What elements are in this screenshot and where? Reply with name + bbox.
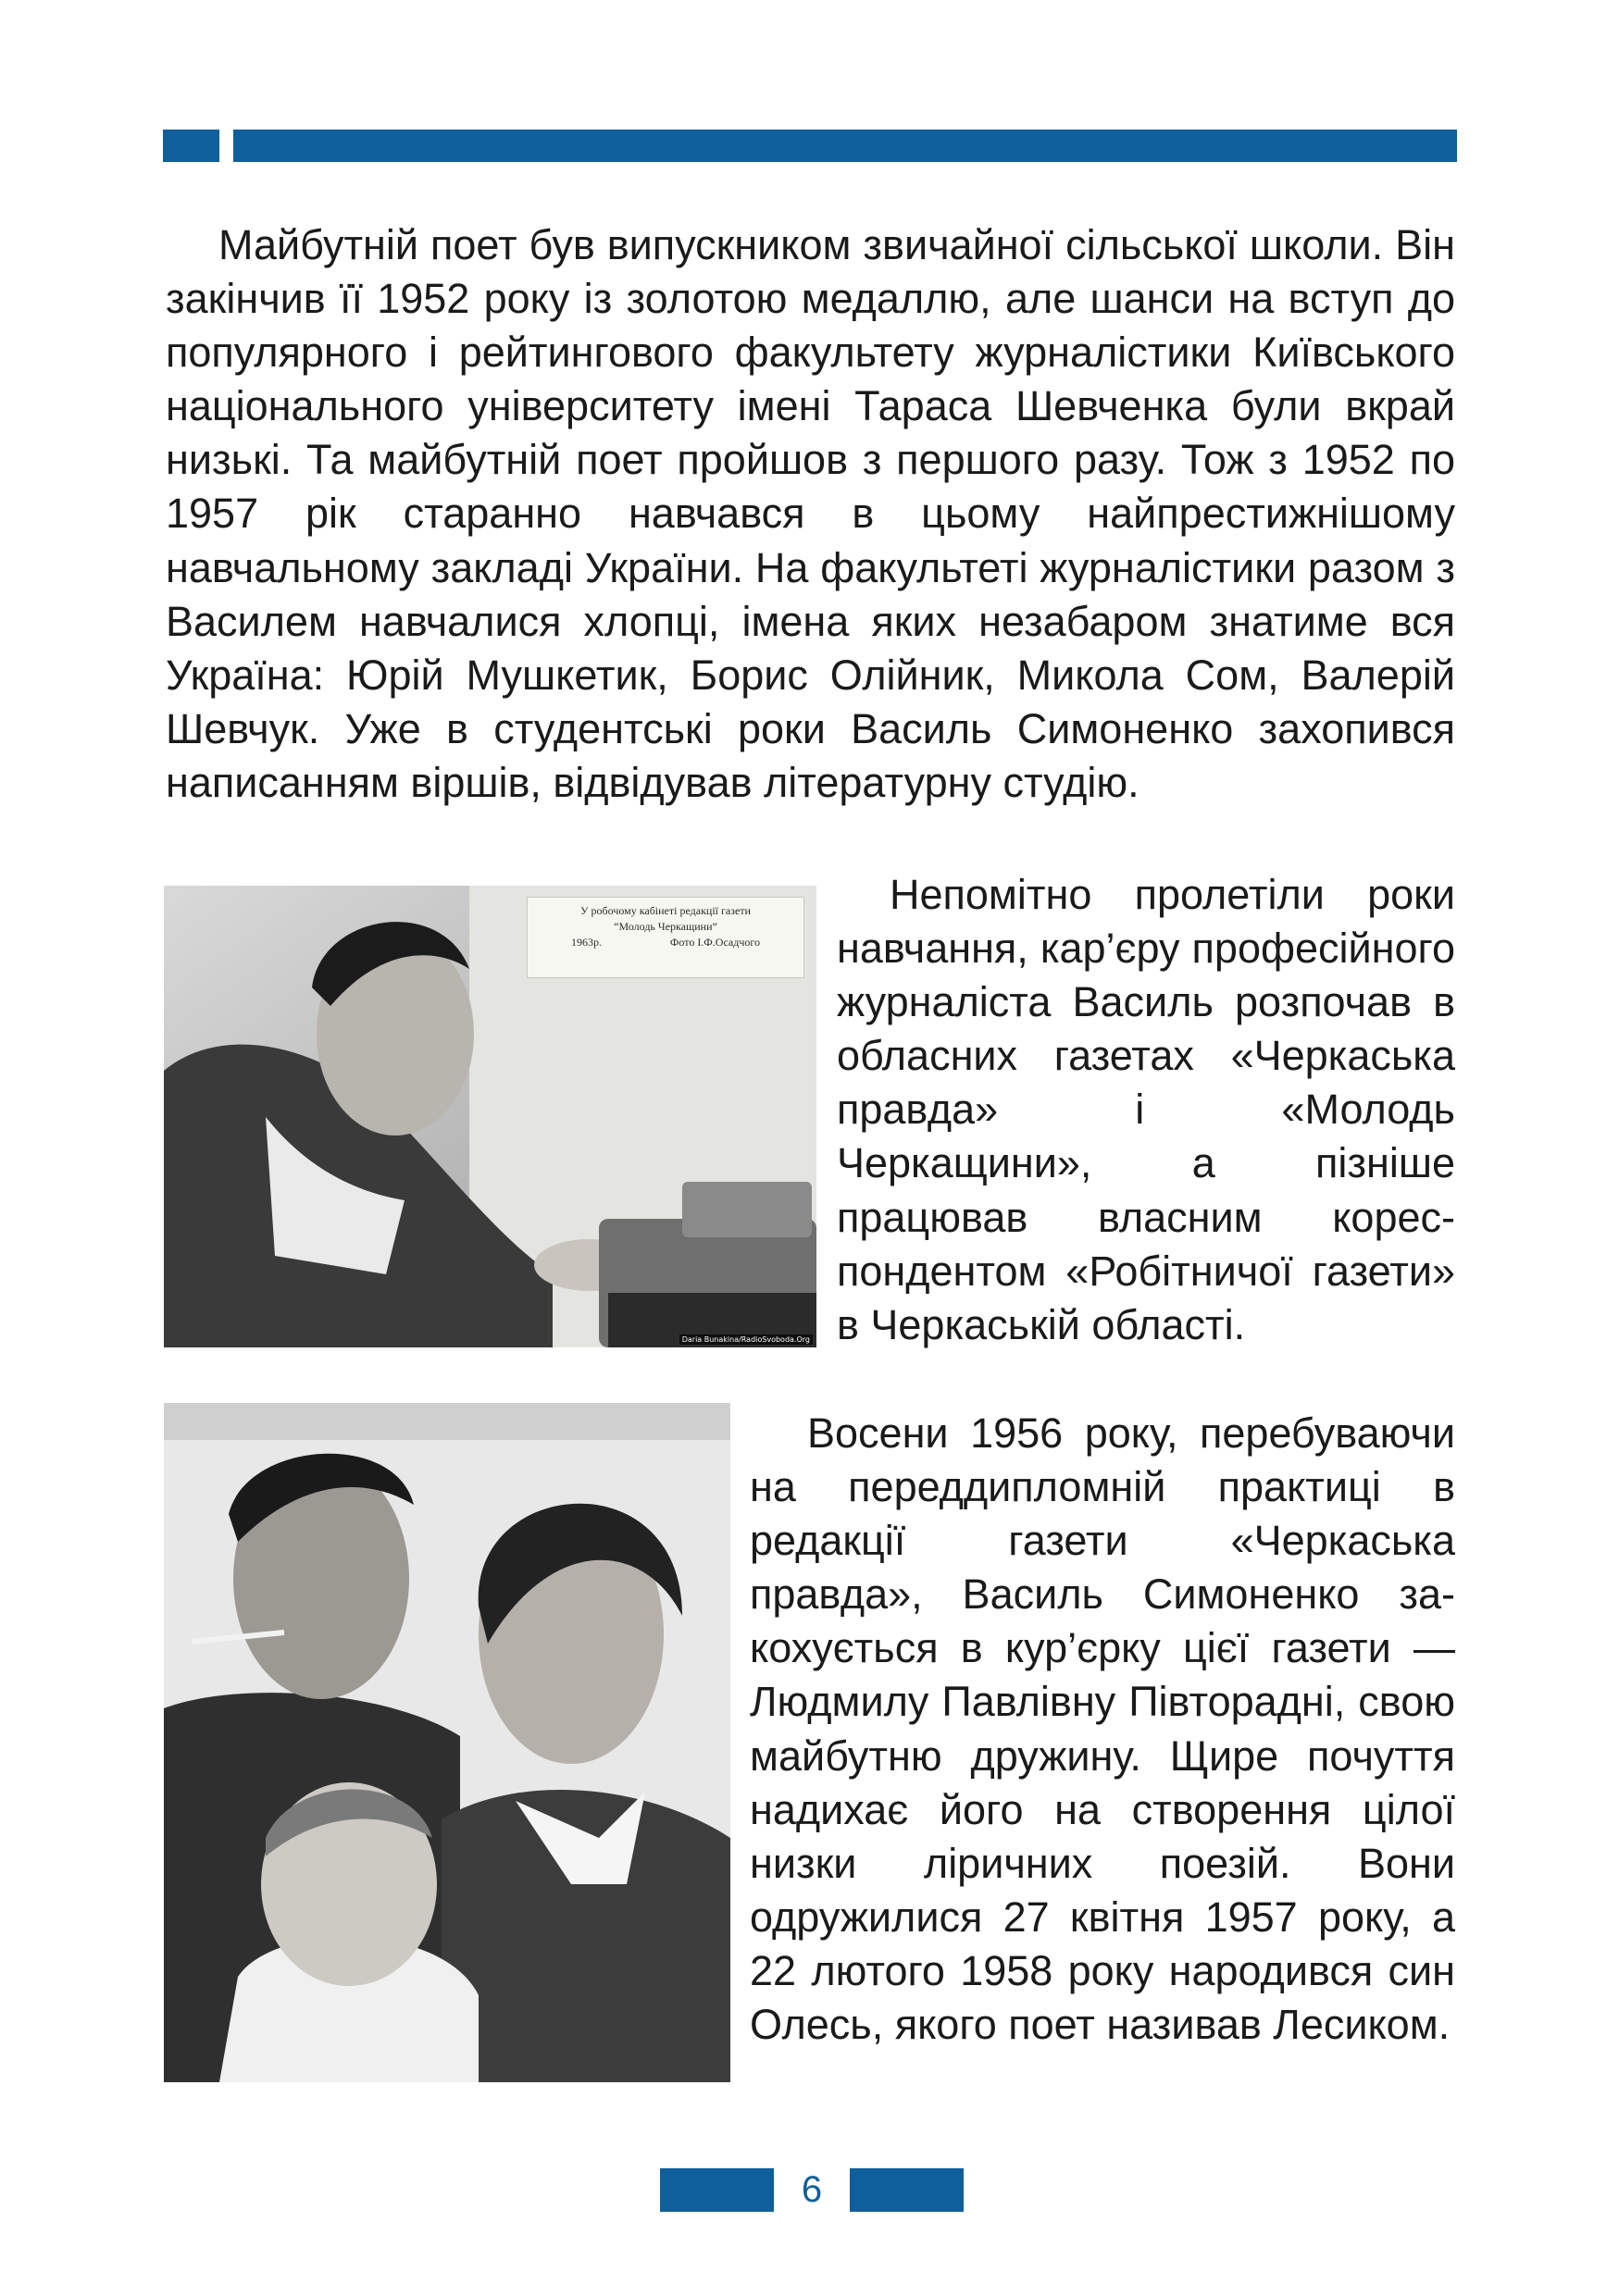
footer-bar-left — [660, 2168, 774, 2212]
caption-line2: “Молодь Черкащини” — [614, 920, 717, 933]
caption-year: 1963р. — [570, 936, 602, 949]
caption-line1: У робочому кабінеті редакції газети — [580, 904, 751, 917]
paragraph-career: Непомітно пролетіли роки навчання, кар’єру професійного журналіста Василь розпочав в обласних газетах «Черкаська правда» і «Молодь Черкащини», а пізніше працював власним кореспондентом «Робітничої газети» в Черкаській області. — [837, 871, 1455, 1348]
caption-author: Фото І.Ф.Осадчого — [669, 936, 761, 949]
photo-caption-card — [527, 897, 804, 978]
paragraph-education: Майбутній поет був випускником звичайної сільської школи. Він закінчив її 1952 року із золотою медаллю, але шанси на вступ до популярного і рейтингового факультету журналістики Київського національного університету імені Тараса Шевченка були вкрай низькі. Та майбутній поет пройшов з першого разу. Тож з 1952 по 1957 рік старанно навчався в цьому найпрестижнішому навчальному закладі України. На факультеті журналістики разом з Василем навчалися хлопці, імена яких незабаром знатиме вся Україна: Юрій Мушкетик, Борис Олійник, Микола Сом, Валерій Шевчук. Уже в студентські роки Василь Симоненко захопився написанням віршів, відвідував літературну студію. — [166, 221, 1455, 806]
photo-family — [164, 1403, 730, 2082]
header-bar-long — [233, 130, 1457, 162]
photo-family-illustration — [164, 1403, 730, 2082]
header-bar-short — [163, 130, 219, 162]
footer-bar-right — [850, 2168, 964, 2212]
page-number: 6 — [801, 2169, 823, 2210]
paragraph-family: Восени 1956 року, перебуваючи на переддипломній практиці в редакції газети «Черкаська правда», Василь Симоненко закохується в кур’єрку цієї газети — Людмилу Павлівну Півторадні, свою майбутню дружину. Щире почуття надихає його на створення цілої низки ліричних поезій. Вони одружилися 27 квітня 1957 року, а 22 лютого 1958 року народився син Олесь, якого поет називав Лесиком. — [750, 1409, 1455, 2049]
photo-typewriter — [164, 886, 816, 1347]
photo-credit: Daria Bunakina/RadioSvoboda.Org — [679, 1334, 813, 1345]
